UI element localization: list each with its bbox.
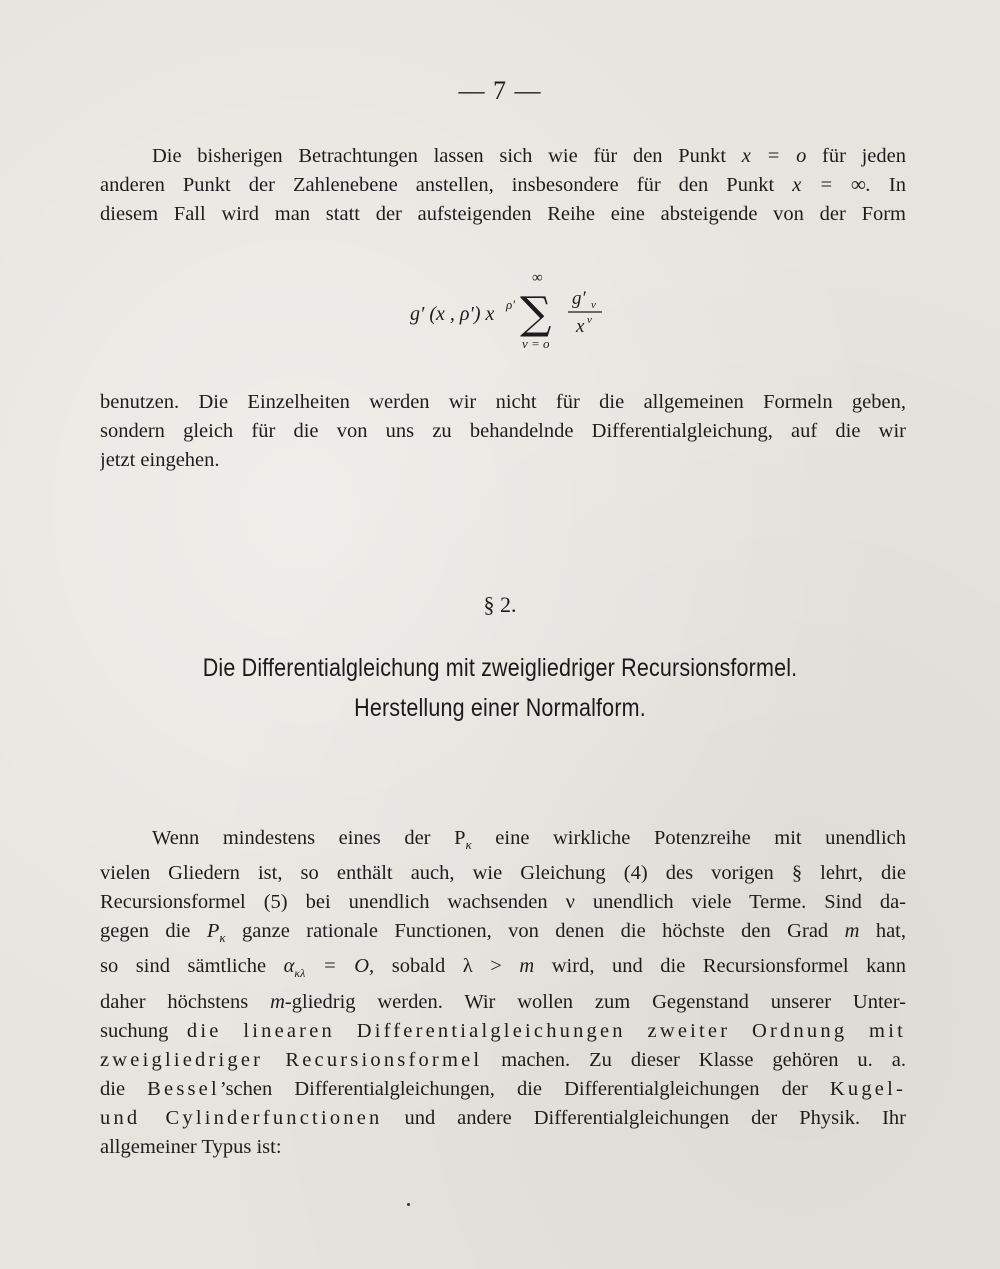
page-number: — 7 —: [458, 76, 542, 105]
section-number: § 2.: [483, 592, 517, 617]
text-line: anderen Punkt der Zahlenebene anstellen, insbesondere für den Punkt x = ∞. In: [100, 174, 906, 196]
text-line: Wenn mindestens eines der $P_\kappa$ eine wirkliche Potenzreihe mit unendlich: [152, 827, 906, 853]
fraction-numerator: g′: [572, 288, 586, 309]
fraction-denominator-exponent: ν: [587, 314, 592, 326]
text-line: suchung die linearen Differentialgleichungen zweiter Ordnung mit: [100, 1020, 906, 1043]
section-subtitle: Herstellung einer Normalform.: [354, 694, 646, 722]
text-line: gegen die $P_\kappa$ ganze rationale Functionen, von denen die höchste den Grad m hat,: [100, 920, 906, 946]
section-title: Die Differentialgleichung mit zweigliedriger Recursionsformel.: [202, 654, 798, 682]
paragraph-continuation: [100, 388, 906, 475]
paragraph-intro: [100, 142, 906, 229]
text-line: vielen Gliedern ist, so enthält auch, wie Gleichung (4) des vorigen § lehrt, die: [100, 862, 906, 885]
sum-lower-limit: ν = o: [522, 336, 550, 351]
text-line: allgemeiner Typus ist:: [100, 1136, 282, 1159]
text-line: Die bisherigen Betrachtungen lassen sich wie für den Punkt x = o für jeden: [152, 145, 906, 167]
text-line: sondern gleich für die von uns zu behandelnde Differentialgleichung, auf die wir: [100, 420, 906, 442]
sum-symbol: ∑: [520, 288, 552, 339]
text-line: die Bessel’schen Differentialgleichungen, die Differentialgleichungen der Kugel-: [100, 1078, 906, 1101]
text-line: so sind sämtliche $\alpha_{\kappa\lambda} = O$, sobald λ > m wird, und die Recursionsformel kann: [100, 955, 906, 981]
text-line: jetzt eingehen.: [100, 449, 220, 471]
paragraph-body: [100, 824, 906, 1162]
formula-lead-exponent: ρ′: [506, 297, 516, 312]
text-line: und Cylinderfunctionen und andere Differentialgleichungen der Physik. Ihr: [100, 1107, 906, 1130]
ink-speck: [407, 1203, 410, 1206]
series-formula: [0, 262, 1000, 362]
text-line: benutzen. Die Einzelheiten werden wir nicht für die allgemeinen Formeln geben,: [100, 391, 906, 413]
text-line: diesem Fall wird man statt der aufsteigenden Reihe eine absteigende von der Form: [100, 203, 906, 225]
fraction-denominator: x: [576, 316, 585, 337]
sum-upper-limit: ∞: [532, 270, 543, 286]
text-line: zweigliedriger Recursionsformel machen. Zu dieser Klasse gehören u. a.: [100, 1049, 906, 1072]
formula-graphic: [380, 262, 620, 362]
text-line: daher höchstens m-gliedrig werden. Wir wollen zum Gegenstand unserer Unter-: [100, 991, 906, 1014]
formula-lead: g′ (x , ρ′) x: [410, 303, 495, 325]
text-line: Recursionsformel (5) bei unendlich wachsenden ν unendlich viele Terme. Sind da-: [100, 891, 906, 914]
fraction-numerator-subscript: ν: [591, 299, 596, 311]
